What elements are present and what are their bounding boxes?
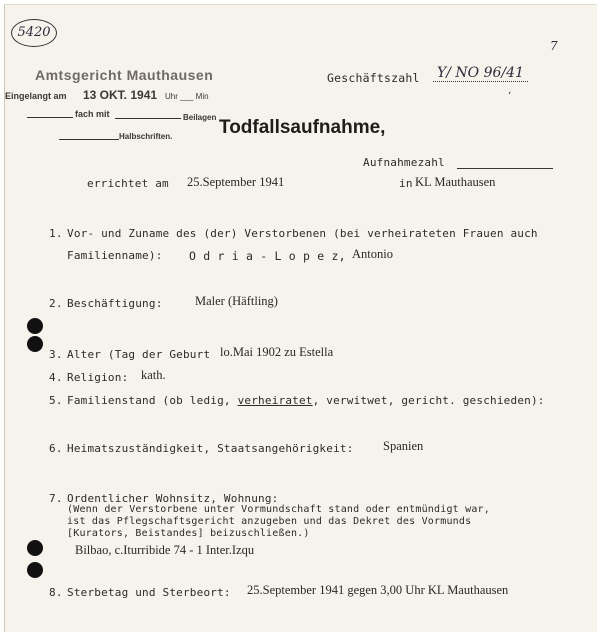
field-5-label [67,394,545,407]
field-5-label-start: Familienstand (ob ledig, [67,394,231,407]
field-6-value: Spanien [383,439,424,453]
punch-hole [27,562,43,578]
file-number: Y/ NO 96/41 [433,65,528,82]
field-3-number: 3. [49,348,63,361]
stamp-time: Uhr ___ Min [165,92,209,101]
field-4-label: Religion: [67,371,129,384]
field-7-note-3: [Kurators, Beistandes] beizuschließen.) [67,528,310,539]
document-page [4,4,597,632]
field-4-number: 4. [49,371,63,384]
field-1-number: 1. [49,227,63,240]
field-6-number: 6. [49,442,63,455]
field-1-label-cont: Familienname): [67,249,163,262]
field-6-label: Heimatszuständigkeit, Staatsangehörigkeit: [67,442,354,455]
punch-hole [27,318,43,334]
corner-number: 5420 [17,25,51,40]
punch-hole [27,336,43,352]
field-8-value: 25.September 1941 gegen 3,00 Uhr KL Mauthausen [247,583,509,597]
stamp-line-1 [27,117,73,118]
field-1-label: Vor- und Zuname des (der) Verstorbenen (bei verheirateten Frauen auch [67,227,538,240]
field-2-number: 2. [49,297,63,310]
established-date: 25.September 1941 [187,175,285,189]
record-number-label: Aufnahmezahl [363,156,445,169]
established-place: KL Mauthausen [415,175,496,189]
field-7-number: 7. [49,492,63,505]
established-label: errichtet am [87,177,169,190]
stamp-attachments-label: Beilagen [183,113,217,122]
corner-mark: 7 [550,39,558,53]
field-2-value: Maler (Häftling) [195,294,278,308]
small-mark: ‘ [508,91,512,102]
field-8-label: Sterbetag und Sterbeort: [67,586,231,599]
stamp-received-label: Eingelangt am [5,91,67,101]
file-number-label: Geschäftszahl [327,71,420,85]
field-5-marked-option: verheiratet [237,394,313,407]
field-4-value: kath. [141,368,166,382]
stamp-line-2 [115,118,181,119]
punch-hole [27,540,43,556]
stamp-line-3 [59,139,119,140]
stamp-half-label: Halbschriften. [119,132,173,141]
field-7-value: Bilbao, c.Iturribide 74 - 1 Inter.Izqu [75,543,255,557]
corner-number-circle [11,19,57,47]
field-7-note-2: ist das Pflegschaftsgericht anzugeben und das Dekret des Vormunds [67,516,472,527]
established-in-label: in [399,177,413,190]
field-1-surname: O d r i a - L o p e z, [189,249,346,263]
field-3-value: lo.Mai 1902 zu Estella [220,345,334,359]
field-7-label: Ordentlicher Wohnsitz, Wohnung: [67,492,279,505]
field-1-given-name: Antonio [352,247,393,261]
document-title: Todfallsaufnahme, [219,117,386,138]
field-2-label: Beschäftigung: [67,297,163,310]
field-5-label-end: , verwitwet, gericht. geschieden): [312,394,545,407]
field-7-note-1: (Wenn der Verstorbene unter Vormundschaft stand oder entmündigt war, [67,504,490,515]
stamp-office: Amtsgericht Mauthausen [35,67,214,83]
record-number-line [457,168,553,169]
stamp-received-date: 13 OKT. 1941 [83,88,158,102]
field-3-label: Alter (Tag der Geburt [67,348,211,361]
field-8-number: 8. [49,586,63,599]
field-5-number: 5. [49,394,63,407]
stamp-copies-label: fach mit [75,109,110,119]
